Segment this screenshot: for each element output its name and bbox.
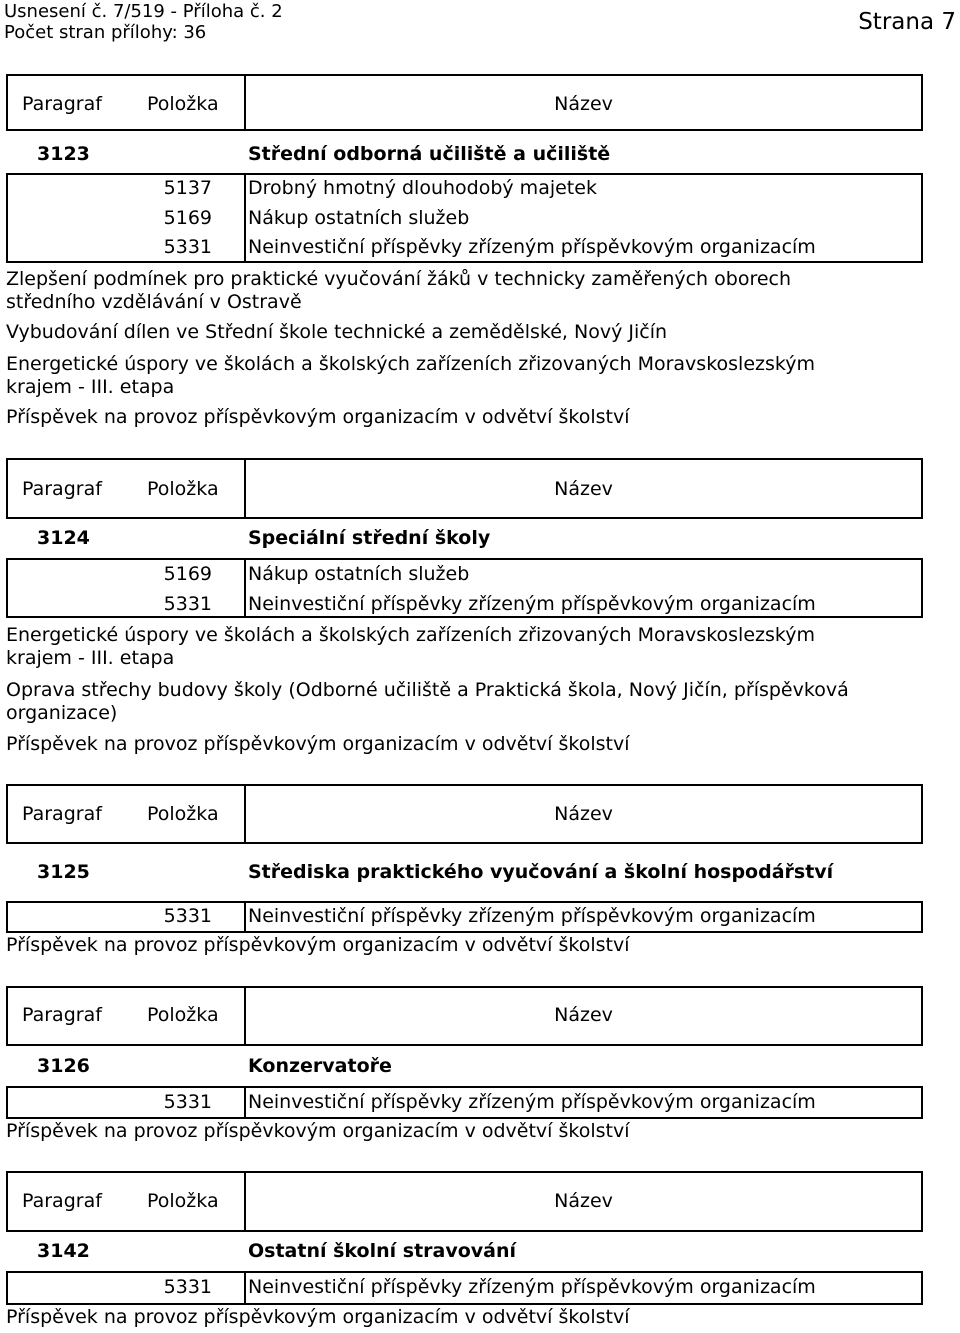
note-text: Oprava střechy budovy školy (Odborné učiliště a Praktická škola, Nový Jičín, příspěvková — [6, 679, 849, 701]
note-text: Energetické úspory ve školách a školských zařízeních zřizovaných Moravskoslezským — [6, 624, 815, 646]
column-divider — [244, 74, 246, 131]
note-text: Zlepšení podmínek pro praktické vyučování žáků v technicky zaměřených oborech — [6, 268, 792, 290]
polozka-name: Drobný hmotný dlouhodobý majetek — [248, 177, 597, 199]
column-divider — [244, 1171, 246, 1232]
column-divider — [244, 1271, 246, 1305]
note-text: krajem - III. etapa — [6, 647, 175, 669]
column-divider — [244, 986, 246, 1046]
page-number: Strana 7 — [858, 9, 956, 35]
column-divider — [244, 784, 246, 844]
polozka-code: 5331 — [163, 1276, 212, 1298]
section-title: Speciální střední školy — [248, 527, 491, 549]
paragraf-code: 3126 — [37, 1055, 90, 1077]
polozka-name: Neinvestiční příspěvky zřízeným příspěvkovým organizacím — [248, 1091, 816, 1113]
column-header-polozka: Položka — [147, 478, 219, 500]
note-text: Příspěvek na provoz příspěvkovým organizacím v odvětví školství — [6, 733, 630, 755]
note-text: Příspěvek na provoz příspěvkovým organizacím v odvětví školství — [6, 1120, 630, 1142]
note-text: Příspěvek na provoz příspěvkovým organizacím v odvětví školství — [6, 934, 630, 956]
note-text: Energetické úspory ve školách a školských zařízeních zřizovaných Moravskoslezským — [6, 353, 815, 375]
column-header-polozka: Položka — [147, 93, 219, 115]
column-header-polozka: Položka — [147, 1004, 219, 1026]
column-divider — [244, 1086, 246, 1119]
column-divider — [244, 558, 246, 618]
polozka-code: 5331 — [163, 1091, 212, 1113]
note-text: organizace) — [6, 702, 118, 724]
polozka-code: 5331 — [163, 593, 212, 615]
paragraf-code: 3123 — [37, 143, 90, 165]
column-header-polozka: Položka — [147, 1190, 219, 1212]
polozka-code: 5331 — [163, 905, 212, 927]
polozka-code: 5169 — [163, 207, 212, 229]
polozka-code: 5331 — [163, 236, 212, 258]
section-title: Střední odborná učiliště a učiliště — [248, 143, 611, 165]
column-header-nazev: Název — [554, 1004, 613, 1026]
section-title: Konzervatoře — [248, 1055, 392, 1077]
column-header-nazev: Název — [554, 93, 613, 115]
paragraf-code: 3142 — [37, 1240, 90, 1262]
note-text: Příspěvek na provoz příspěvkovým organizacím v odvětví školství — [6, 1306, 630, 1328]
attachment-page-count: Počet stran přílohy: 36 — [4, 22, 207, 43]
note-text: Příspěvek na provoz příspěvkovým organizacím v odvětví školství — [6, 406, 630, 428]
polozka-name: Neinvestiční příspěvky zřízeným příspěvkovým organizacím — [248, 593, 816, 615]
column-header-paragraf: Paragraf — [22, 1190, 102, 1212]
note-text: krajem - III. etapa — [6, 376, 175, 398]
paragraf-code: 3124 — [37, 527, 90, 549]
column-divider — [244, 458, 246, 519]
column-header-paragraf: Paragraf — [22, 803, 102, 825]
column-divider — [244, 901, 246, 933]
note-text: Vybudování dílen ve Střední škole technické a zemědělské, Nový Jičín — [6, 321, 668, 343]
column-header-paragraf: Paragraf — [22, 1004, 102, 1026]
section-title: Střediska praktického vyučování a školní hospodářství — [248, 861, 834, 883]
polozka-name: Neinvestiční příspěvky zřízeným příspěvkovým organizacím — [248, 1276, 816, 1298]
polozka-name: Nákup ostatních služeb — [248, 563, 470, 585]
section-title: Ostatní školní stravování — [248, 1240, 517, 1262]
polozka-name: Nákup ostatních služeb — [248, 207, 470, 229]
polozka-code: 5137 — [163, 177, 212, 199]
column-header-nazev: Název — [554, 803, 613, 825]
column-divider — [244, 173, 246, 263]
paragraf-code: 3125 — [37, 861, 90, 883]
note-text: středního vzdělávání v Ostravě — [6, 291, 302, 313]
polozka-name: Neinvestiční příspěvky zřízeným příspěvkovým organizacím — [248, 236, 816, 258]
column-header-paragraf: Paragraf — [22, 478, 102, 500]
column-header-paragraf: Paragraf — [22, 93, 102, 115]
resolution-number: Usnesení č. 7/519 - Příloha č. 2 — [4, 1, 283, 22]
column-header-nazev: Název — [554, 478, 613, 500]
column-header-polozka: Položka — [147, 803, 219, 825]
polozka-code: 5169 — [163, 563, 212, 585]
polozka-name: Neinvestiční příspěvky zřízeným příspěvkovým organizacím — [248, 905, 816, 927]
column-header-nazev: Název — [554, 1190, 613, 1212]
